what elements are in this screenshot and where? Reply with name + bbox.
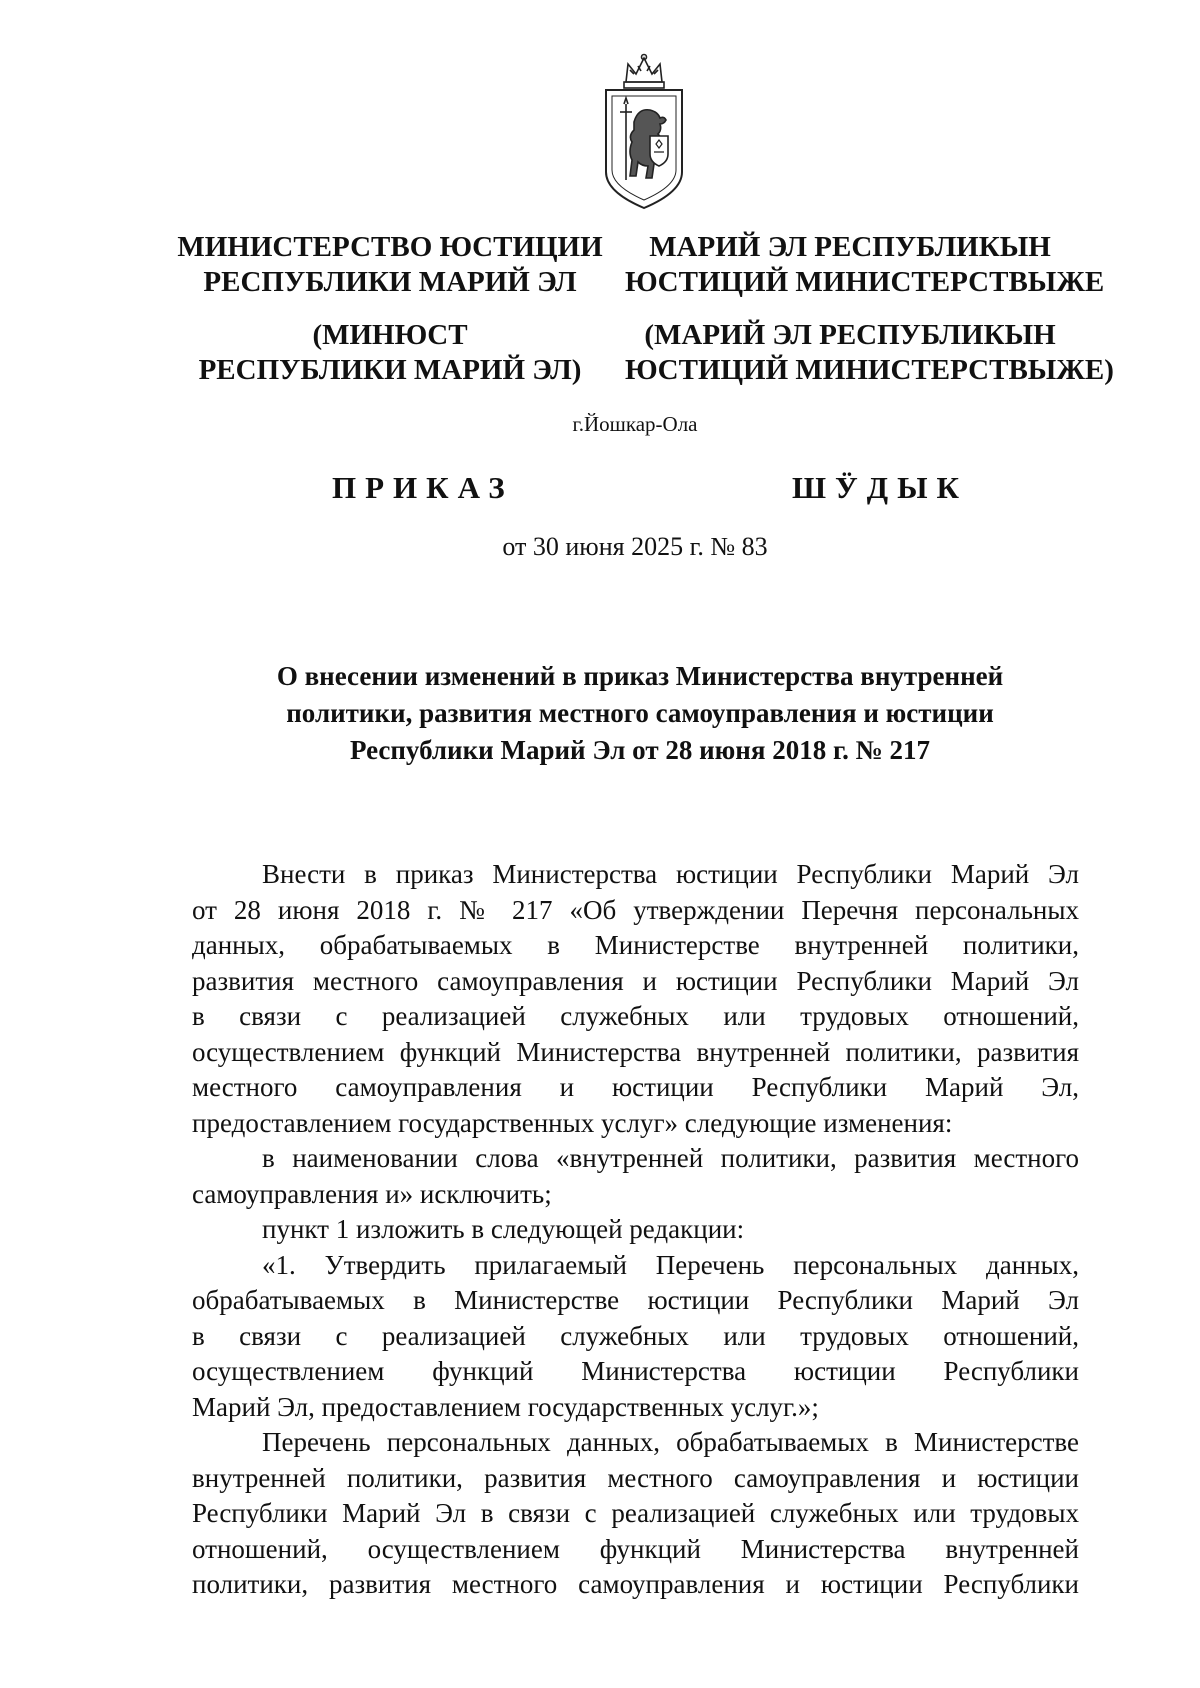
body-line: политики, развития местного самоуправления и юстиции Республики — [192, 1569, 1079, 1599]
ministry-short-russian — [170, 318, 610, 388]
ministry-name-mari-line-2: ЮСТИЦИЙ МИНИСТЕРСТВЫЖЕ — [625, 266, 1105, 298]
body-line: осуществлением функций Министерства внутренней политики, развития — [192, 1036, 1079, 1067]
body-line: Марий Эл, предоставлением государственных услуг.»; — [192, 1391, 819, 1422]
document-title-line: Республики Марий Эл от 28 июня 2018 г. № 217 — [349, 735, 931, 765]
order-word-russian: ПРИКАЗ — [332, 470, 514, 505]
document-body — [192, 857, 1079, 1603]
body-line: Перечень персональных данных, обрабатываемых в Министерстве — [262, 1427, 1079, 1457]
body-line: в связи с реализацией служебных или трудовых отношений, — [192, 1320, 1079, 1351]
ministry-name-mari — [625, 230, 1105, 300]
body-line: самоуправления и» исключить; — [192, 1178, 552, 1209]
body-line: развития местного самоуправления и юстиции Республики Марий Эл — [192, 965, 1079, 996]
document-title-line: О внесении изменений в приказ Министерства внутренней — [276, 661, 1004, 691]
body-line: осуществлением функций Министерства юстиции Республики — [192, 1356, 1079, 1386]
body-line: обрабатываемых в Министерстве юстиции Республики Марий Эл — [192, 1285, 1079, 1315]
body-line: данных, обрабатываемых в Министерстве внутренней политики, — [192, 930, 1079, 960]
body-line: пункт 1 изложить в следующей редакции: — [262, 1214, 745, 1244]
ministry-short-russian-line-1: (МИНЮСТ — [312, 319, 468, 351]
order-word-mari: ШӰДЫК — [792, 470, 969, 505]
body-line: в наименовании слова «внутренней политики, развития местного — [262, 1143, 1079, 1173]
ministry-short-mari-line-2: ЮСТИЦИЙ МИНИСТЕРСТВЫЖЕ) — [625, 354, 1114, 386]
city-name: г.Йошкар-Ола — [572, 412, 698, 436]
ministry-name-russian-line-1: МИНИСТЕРСТВО ЮСТИЦИИ — [177, 231, 603, 263]
ministry-name-mari-line-1: МАРИЙ ЭЛ РЕСПУБЛИКЫН — [649, 231, 1051, 263]
ministry-short-mari — [625, 318, 1114, 388]
ministry-name-russian — [170, 230, 610, 300]
body-line: внутренней политики, развития местного самоуправления и юстиции — [192, 1462, 1079, 1493]
coat-of-arms-emblem — [598, 52, 690, 212]
body-line: предоставлением государственных услуг» следующие изменения: — [192, 1107, 953, 1138]
ministry-short-mari-line-1: (МАРИЙ ЭЛ РЕСПУБЛИКЫН — [644, 319, 1056, 351]
body-line: местного самоуправления и юстиции Республики Марий Эл, — [192, 1072, 1079, 1102]
body-line: от 28 июня 2018 г. № 217 «Об утверждении Перечня персональных — [192, 894, 1079, 925]
order-date-number: от 30 июня 2025 г. № 83 — [502, 532, 768, 561]
document-title — [215, 658, 1065, 769]
body-line: Республики Марий Эл в связи с реализацией служебных или трудовых — [192, 1498, 1079, 1528]
body-line: отношений, осуществлением функций Министерства внутренней — [192, 1533, 1079, 1564]
ministry-name-russian-line-2: РЕСПУБЛИКИ МАРИЙ ЭЛ — [203, 266, 577, 298]
body-line: в связи с реализацией служебных или трудовых отношений, — [192, 1001, 1079, 1031]
ministry-short-russian-line-2: РЕСПУБЛИКИ МАРИЙ ЭЛ) — [198, 354, 582, 386]
body-line: «1. Утвердить прилагаемый Перечень персональных данных, — [262, 1249, 1079, 1280]
body-line: Внести в приказ Министерства юстиции Республики Марий Эл — [262, 859, 1079, 889]
document-title-line: политики, развития местного самоуправления и юстиции — [286, 698, 994, 728]
